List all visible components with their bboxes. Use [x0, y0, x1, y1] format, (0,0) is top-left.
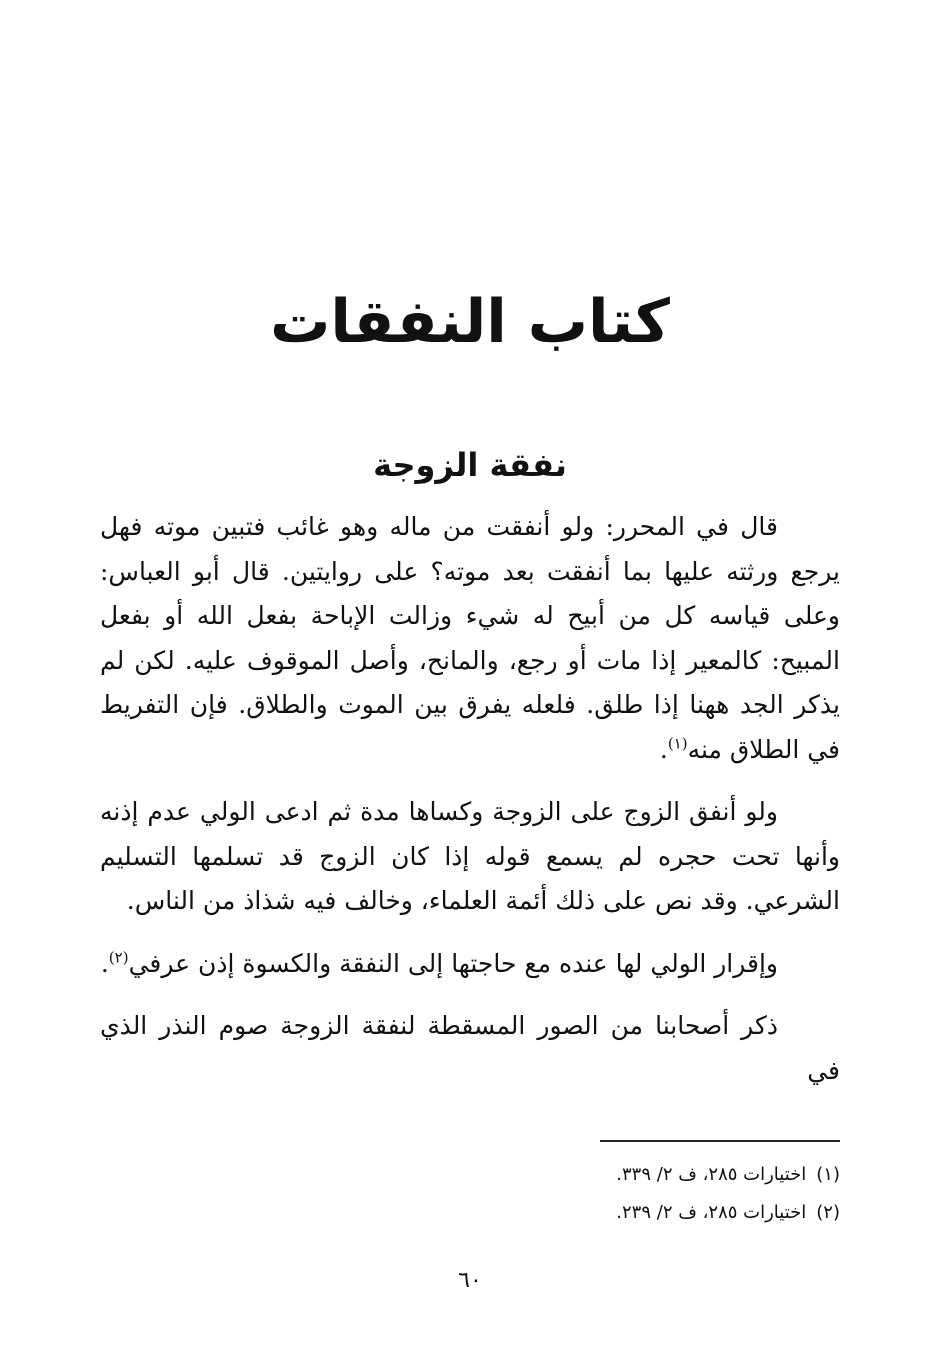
- page-number: ٦٠: [458, 1268, 482, 1293]
- footnote: [100, 1156, 840, 1194]
- footnote-divider: [600, 1140, 840, 1142]
- footnotes: [100, 1156, 840, 1232]
- footnote-number: (٢): [816, 1202, 840, 1223]
- footnote: [100, 1194, 840, 1232]
- paragraph: [100, 1004, 840, 1093]
- paragraph-end: .: [659, 734, 668, 764]
- paragraph: [100, 942, 840, 987]
- footnote-reference: (٢): [108, 948, 129, 967]
- footnote-text: اختيارات ٢٨٥، ف ٢/ ٣٣٩.: [616, 1164, 807, 1185]
- main-text: [100, 505, 840, 1111]
- book-title: كتاب النفقات: [270, 287, 670, 357]
- footnote-number: (١): [816, 1164, 840, 1185]
- paragraph-text: قال في المحرر: ولو أنفقت من ماله وهو غائب فتبين موته فهل يرجع ورثته عليها بما أنفقت بعد موته؟ على روايتين. قال أبو العباس: وعلى قياسه كل من أبيح له شيء وزالت الإباحة بفعل الله أو بفعل المبيح: كالمعير إذا مات أو رجع، والمانح، وأصل الموقوف عليه. لكن لم يذكر الجد ههنا إذا طلق. فلعله يفرق بين الموت والطلاق. فإن التفريط في الطلاق منه: [100, 512, 840, 764]
- paragraph-text: وإقرار الولي لها عنده مع حاجتها إلى النفقة والكسوة إذن عرفي: [128, 948, 778, 978]
- paragraph-text: ولو أنفق الزوج على الزوجة وكساها مدة ثم ادعى الولي عدم إذنه وأنها تحت حجره لم يسمع قوله إذا كان الزوج قد تسلمها التسليم الشرعي. وقد نص على ذلك أئمة العلماء، وخالف فيه شذاذ من الناس.: [100, 797, 840, 915]
- paragraph: [100, 790, 840, 924]
- footnote-reference: (١): [667, 734, 688, 753]
- paragraph-end: .: [100, 948, 109, 978]
- footnote-text: اختيارات ٢٨٥، ف ٢/ ٢٣٩.: [616, 1202, 807, 1223]
- paragraph-text: ذكر أصحابنا من الصور المسقطة لنفقة الزوجة صوم النذر الذي في: [100, 1011, 840, 1085]
- section-title: نفقة الزوجة: [373, 446, 567, 484]
- paragraph: [100, 505, 840, 772]
